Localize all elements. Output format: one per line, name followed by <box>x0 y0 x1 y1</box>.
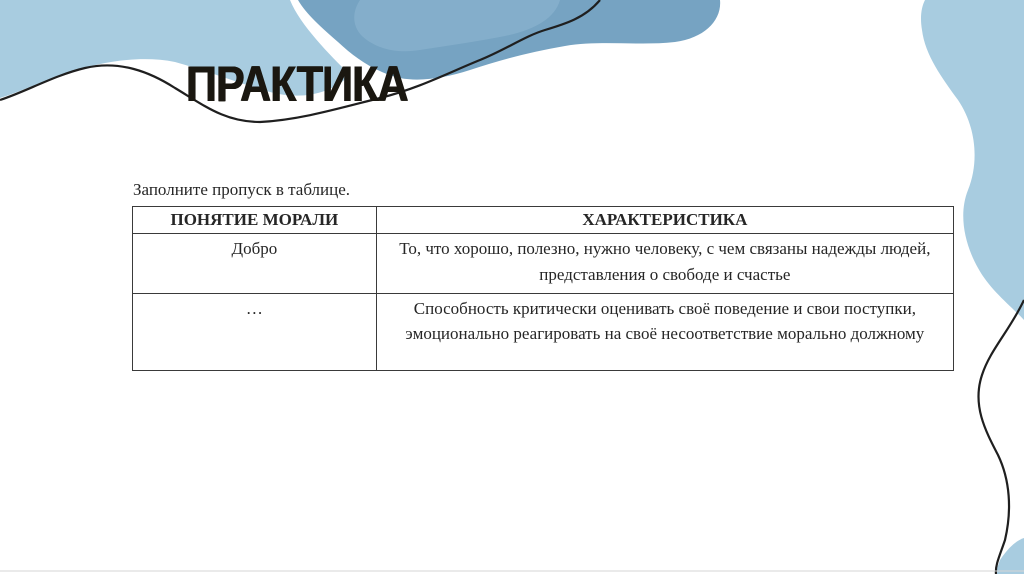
table-header-row <box>133 207 954 234</box>
curve-line-right <box>978 300 1024 574</box>
concepts-table <box>132 206 954 371</box>
cell-characteristic: Способность критически оценивать своё поведение и свои поступки, эмоционально реагировать на своё несоответствие морально должному <box>376 294 953 371</box>
cell-characteristic: То, что хорошо, полезно, нужно человеку, с чем связаны надежды людей, представления о свободе и счастье <box>376 234 953 294</box>
instruction-text: Заполните пропуск в таблице. <box>133 180 351 199</box>
table-row <box>133 294 954 371</box>
cell-concept-blank: … <box>133 294 377 371</box>
header-concept: ПОНЯТИЕ МОРАЛИ <box>133 207 377 234</box>
header-characteristic: ХАРАКТЕРИСТИКА <box>376 207 953 234</box>
slide-title: ПРАКТИКА <box>186 56 408 112</box>
cell-concept: Добро <box>133 234 377 294</box>
table-row <box>133 234 954 294</box>
